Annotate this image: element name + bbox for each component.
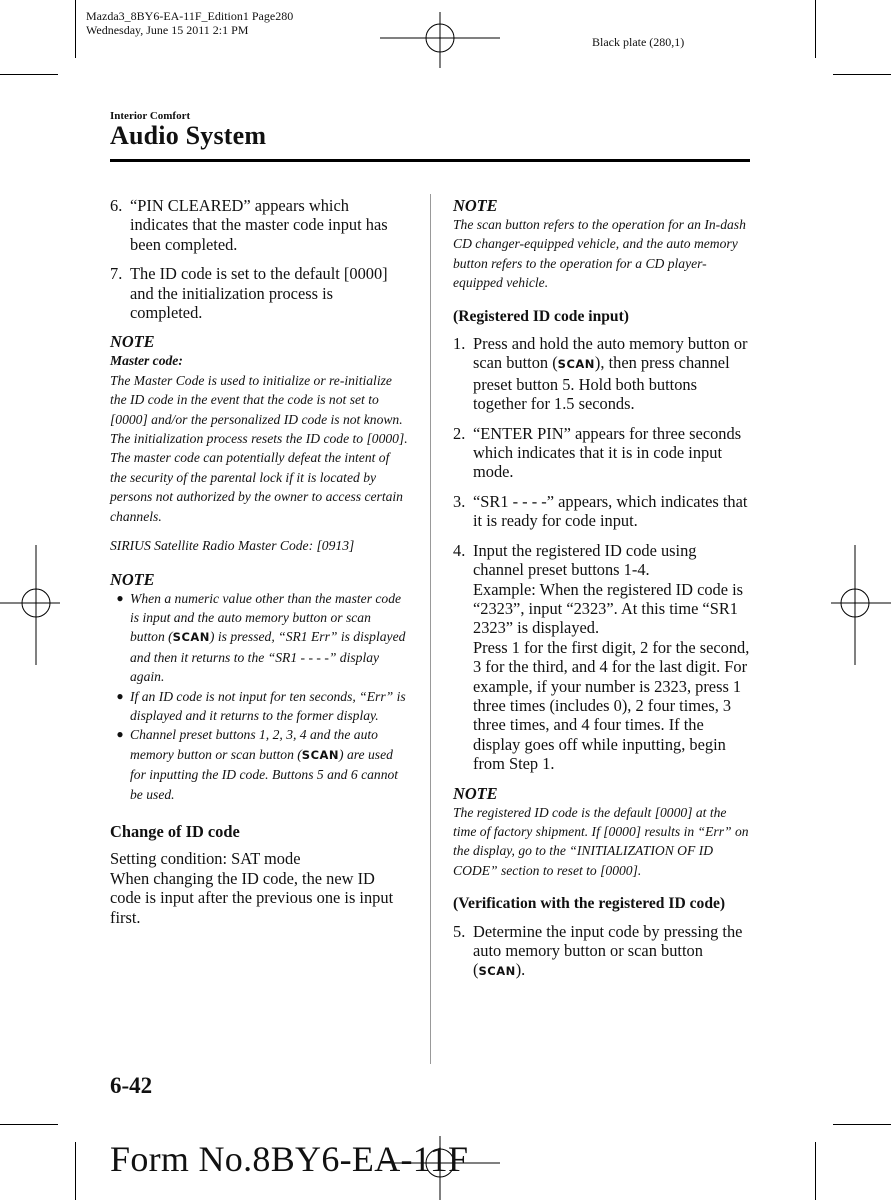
- scan-button-icon: SCAN: [172, 630, 210, 645]
- bullet-text: ) are used for inputting the ID code. Buttons 5 and 6 cannot be used.: [130, 746, 399, 802]
- note-body: The registered ID code is the default [0000] at the time of factory shipment. If [0000] results in “Err” on the display, go to the “INITIALIZATION OF ID CODE” section to reset to [0000].: [453, 804, 749, 878]
- column-divider: [430, 194, 431, 1064]
- bullet-icon: ●: [116, 688, 124, 703]
- master-code-line: SIRIUS Satellite Radio Master Code: [0913]: [110, 538, 355, 554]
- note-bullet: [110, 725, 408, 804]
- step-example: Example: When the registered ID code is “2323”, input “2323”. At this time “SR1 2323” is displayed.: [473, 579, 744, 638]
- subsection-heading: (Verification with the registered ID code): [453, 895, 726, 913]
- bullet-text: When a numeric value other than the master code is input and the auto memory button or scan button (: [130, 590, 402, 645]
- step-item: [453, 424, 751, 482]
- note-heading: NOTE: [453, 783, 498, 803]
- step-text: Input the registered ID code using channel preset buttons 1-4.: [473, 540, 697, 580]
- page-number: 6-42: [110, 1073, 153, 1098]
- step-detail: Press 1 for the first digit, 2 for the second, 3 for the third, and 4 for the last digit. For example, if your number is 2323, press 1 three times (includes 0), 2 four times, 3 three times, and 4 four times. If the display goes off while inputting, begin from Step 1.: [473, 637, 750, 774]
- step-number: 7.: [110, 264, 123, 284]
- step-text: ), then press channel preset button 5. Hold both buttons together for 1.5 seconds.: [473, 353, 730, 414]
- step-item: [110, 264, 408, 322]
- step-number: 6.: [110, 196, 123, 215]
- step-text: “PIN CLEARED” appears which indicates that the master code input has been completed.: [130, 196, 388, 254]
- left-column: [110, 196, 408, 927]
- subsection-heading: (Registered ID code input): [453, 307, 629, 325]
- note-body: The scan button refers to the operation for an In-dash CD changer-equipped vehicle, and the auto memory button refers to the operation for a CD player-equipped vehicle.: [453, 217, 746, 291]
- title-rule: [110, 159, 750, 162]
- paragraph: When changing the ID code, the new ID code is input after the previous one is input first.: [110, 868, 394, 927]
- bullet-text: ) is pressed, “SR1 Err” is displayed and then it returns to the “SR1 - - - -” display again.: [130, 629, 406, 685]
- note-heading: NOTE: [110, 569, 155, 589]
- step-text: “SR1 - - - -” appears, which indicates that it is ready for code input.: [473, 491, 748, 531]
- step-item: [110, 196, 408, 254]
- note-bullet: [110, 687, 408, 726]
- scan-button-icon: SCAN: [557, 357, 595, 372]
- page-title: Audio System: [110, 121, 267, 150]
- print-header: [86, 9, 293, 37]
- plate-label: Black plate (280,1): [592, 35, 685, 49]
- step-number: 1.: [453, 334, 466, 354]
- bullet-icon: ●: [116, 727, 124, 742]
- right-column: [453, 196, 751, 992]
- step-item: [453, 492, 751, 531]
- bullet-text: If an ID code is not input for ten seconds, “Err” is displayed and it returns to the former display.: [130, 688, 406, 723]
- note-heading: NOTE: [110, 332, 155, 352]
- step-text: The ID code is set to the default [0000] and the initialization process is completed.: [130, 264, 388, 323]
- step-number: 4.: [453, 540, 466, 560]
- setting-condition: Setting condition: SAT mode: [110, 849, 301, 869]
- step-item: [453, 541, 751, 774]
- file-line: Mazda3_8BY6-EA-11F_Edition1 Page280: [86, 9, 294, 23]
- step-text: ).: [515, 960, 526, 980]
- scan-button-icon: SCAN: [478, 964, 516, 979]
- registration-mark-top: [380, 10, 500, 70]
- note-heading: NOTE: [453, 196, 498, 215]
- step-number: 3.: [453, 491, 466, 511]
- form-number: Form No.8BY6-EA-11F: [110, 1139, 469, 1179]
- section-label: Interior Comfort: [110, 110, 191, 122]
- step-item: [453, 334, 751, 414]
- step-text: Determine the input code by pressing the auto memory button or scan button (: [473, 921, 743, 980]
- step-item: [453, 922, 751, 982]
- note-subheading: Master code:: [110, 353, 183, 369]
- note-bullet: [110, 589, 408, 687]
- scan-button-icon: SCAN: [301, 747, 340, 762]
- subsection-heading: Change of ID code: [110, 821, 240, 841]
- step-text: Press and hold the auto memory button or scan button (: [473, 334, 748, 373]
- registration-mark-left: [0, 545, 60, 665]
- registration-mark-right: [831, 545, 891, 665]
- step-number: 2.: [453, 423, 466, 443]
- note-body: The Master Code is used to initialize or re-initialize the ID code in the event that the code is not set to [0000] and/or the personalized ID code is not known. The initialization process resets the ID code to [0000]. The master code can potentially defeat the intent of the security of the parental lock if it is located by persons not authorized by the owner to access certain channels.: [110, 372, 408, 524]
- bullet-text: Channel preset buttons 1, 2, 3, 4 and the auto memory button or scan button (: [130, 727, 378, 762]
- date-line: Wednesday, June 15 2011 2:1 PM: [86, 23, 249, 37]
- step-text: “ENTER PIN” appears for three seconds which indicates that it is in code input mode.: [473, 423, 742, 482]
- step-number: 5.: [453, 921, 466, 941]
- bullet-icon: ●: [116, 590, 124, 605]
